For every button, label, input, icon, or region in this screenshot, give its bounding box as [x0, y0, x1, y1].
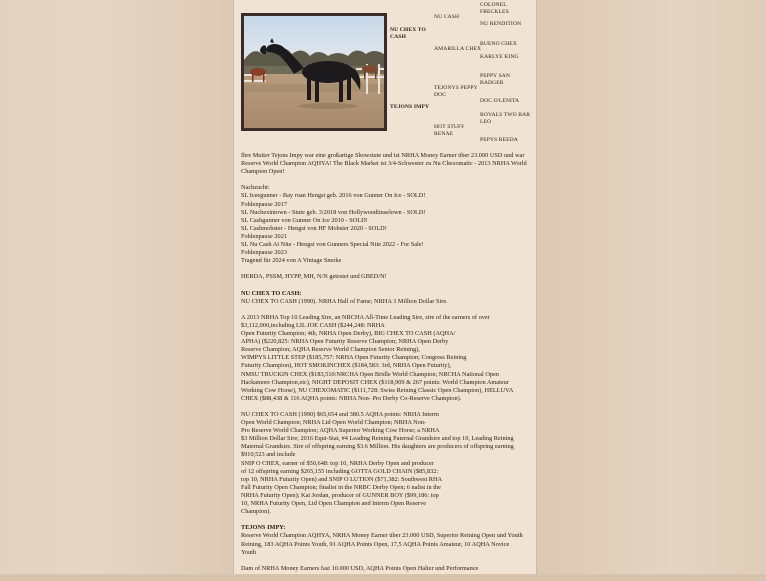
page-background-right: [537, 0, 766, 574]
nuchex-paragraph-1: NU CHEX TO CASH (1990). NRHA Hall of Fame; NRHA 3 Million Dollar Sire.: [241, 297, 448, 305]
tejons-paragraph-1: Reserve World Champion AQHYA, NRHA Money Earner über 23.000 USD, Superior Reining Open und Youth Reining, 183 AQHA Points Youth, 91 AQHA Points Open, 17,5 AQHA Points Amateur, 10 AQHA Novice Youth: [241, 532, 523, 556]
pedigree-ggp-6: DOC O'LENITA: [480, 98, 520, 104]
pedigree-dam: TEJONS IMPY: [390, 104, 430, 110]
pedigree-ggp-2: NU RENDITION: [480, 21, 522, 27]
horse-photo-image: [244, 16, 384, 128]
pedigree-ggp-7: ROYALS TWO BAR LEO: [480, 112, 531, 125]
pedigree-dam-sire: TEJONYS PEPPY DOC: [434, 85, 478, 98]
offspring-list: Nachzucht: SL Iceegunner - Bay roan Hengst geb. 2016 von Gunner On Ice - SOLD! Fohlenpause 2017 SL Nuchexintown - Stute geb. 3/2018 von Hollywoodtinselown - SOLD! SL Cashgunner von Gunner On Ice 2019 - SOLD! SL Cashmobster - Hengst von HF Mobster 2020 - SOLD! Fohlenpause 2021 SL Nu Cash At Nite - Hengst von Gunners Special Nite 2022 - For Sale! Fohlenpause 2023 Tragend für 2024 von A Vintage Smoke: [241, 184, 426, 265]
horse-photo: [241, 13, 387, 131]
page-background-left: [0, 0, 233, 574]
pedigree-ggp-5: PEPPY SAN BADGER: [480, 73, 511, 86]
genetic-tests: HERDA, PSSM, HYPP, MH, N/N getestet und GBED/N!: [241, 273, 387, 281]
intro-paragraph: Ihre Mutter Tejons Impy war eine großartige Showstute und ist NRHA Money Earner über 23.000 USD und war Reserve World Champion AQHYA! The Black Market ist 3/4-Schwester zu Nu Chexomatic - 2013 NRHA World Champion Open!: [241, 152, 527, 176]
pedigree-ggp-4: KARLYE KING: [480, 54, 519, 60]
pedigree-sire: NU CHEX TO CASH: [390, 27, 426, 40]
pedigree-ggp-1: COLONEL FRECKLES: [480, 2, 509, 15]
nuchex-paragraph-3: NU CHEX TO CASH (1990) $65,654 and 380.5 AQHA points: NRHA Interm Open World Champion; NRHA Ltd Open World Champion; NRHA Non- Pro Reserve World Champion; AQHA Superior Working Cow Horse; a NRHA $3 Million Dollar Sire; 2016 Equi-Stat, #4 Leading Reining Paternal Grandsire and top 10, Leading Reining Maternal Grandsire. Sire of offspring earning $3.6 Million. His daughters are producers of offspring earning $910,523 and include SNIP O CHEX, earner of $50,648: top 10, NRHA Derby Open and producer of 12 offspring earning $265,155 including GOTTA GOLD CHAIN ($85,832: top 10, NRHA Futurity Open) and SNIP O LUTION ($71,382: Southwest RHA Fall Futurity Open Champion; finalist in the NRBC Derby Open; 6 nalist in the NRHA Futurity Open); Kat Jordan, producer of GUNNER BOY ($99,186: top 10, NRHA Futurity Open, Ltd Open Champion and Interm Open Reserve Champion).: [241, 411, 514, 516]
description-body: [241, 152, 535, 581]
nuchex-heading: NU CHEX TO CASH:: [241, 289, 302, 297]
pedigree-sire-sire: NU CASH: [434, 14, 460, 20]
pedigree-ggp-3: BUENO CHEX: [480, 41, 517, 47]
pedigree-ggp-8: PEPYS REEDA: [480, 137, 518, 143]
pedigree-dam-dam: HOT STUFF RENAE: [434, 124, 465, 137]
tejons-heading: TEJONS IMPY:: [241, 524, 286, 532]
pedigree-sire-dam: AMARILLA CHEX: [434, 46, 482, 52]
nuchex-paragraph-2: A 2013 NRHA Top 10 Leading Sire, an NRCHA All-Time Leading Sire, sire of the earners of over $3,112,000,including LIL JOE CASH ($244,248: NRHA Open Futurity Champion; 4th, NRHA Open Derby), BIG CHEX TO CASH (AQHA/ APHA) ($220,825: NRHA Open Futurity Reserve Champion; NRHA Open Derby Reserve Champion; AQHA Reserve World Champion Senior Reining), WIMPYS LITTLE STEP ($185,757: NRHA Open Futurity Champion; Congress Reining Futurity Champion), HOT SMOKINCHEX ($184,583: 3rd, NRHA Open Futurity), NMSU TRUCKIN CHEX ($183,510:NRCHA Open Bridle World Champion; NRCHA National Open Hackamore Champion,etc), NIGHT DEPOSIT CHEX ($118,909 & 267 points: World Champion Amateur Working Cow Horse), NU CHEXOMATIC ($111,728: Swiss Reining Classic Open Champion), HELLUVA CHEX ($88,438 & 116 AQHA points: NRHA Non- Pro Derby Co-Reserve Champion).: [241, 313, 514, 402]
tejons-paragraph-2: Dam of NRHA Money Earners fast 10.000 USD, AQHA Points Open Halter und Performance: [241, 564, 479, 572]
